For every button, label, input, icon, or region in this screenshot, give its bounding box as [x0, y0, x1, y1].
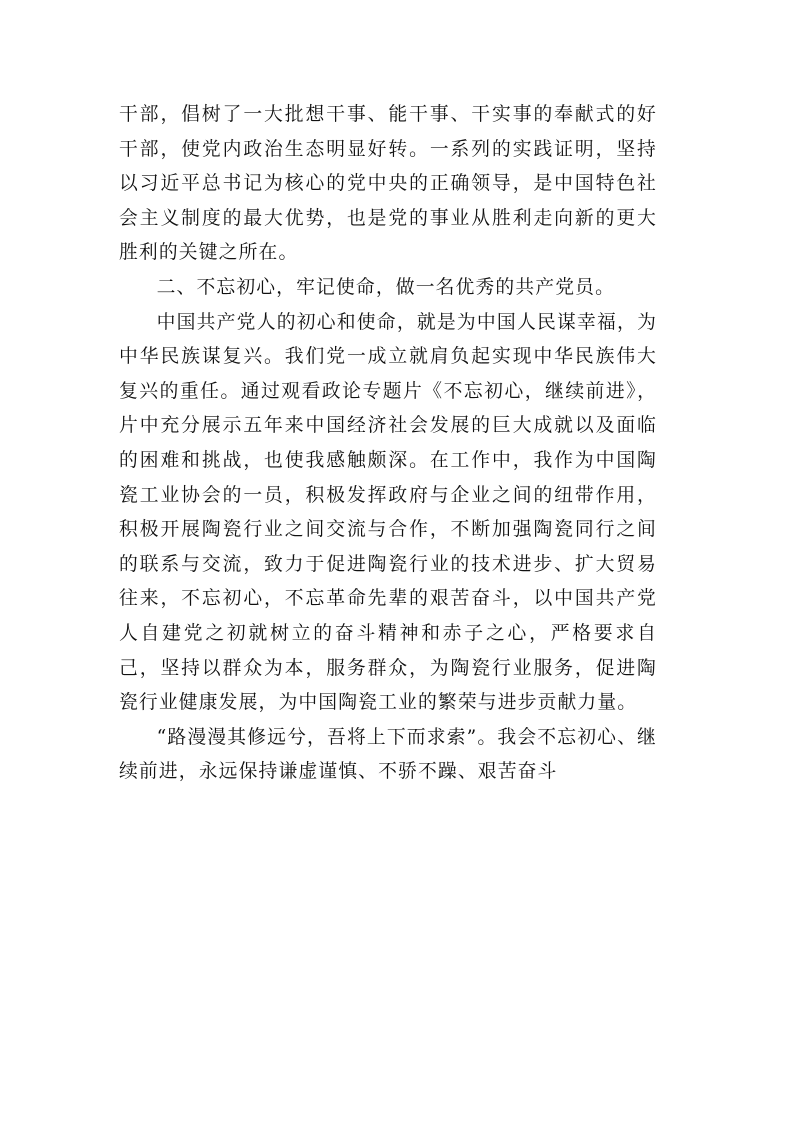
- paragraph-body: 中国共产党人的初心和使命，就是为中国人民谋幸福，为中华民族谋复兴。我们党一成立就肩负起实现中华民族伟大复兴的重任。通过观看政论专题片《不忘初心，继续前进》，片中充分展示五年来中国经济社会发展的巨大成就以及面临的困难和挑战，也使我感触颇深。在工作中，我作为中国陶瓷工业协会的一员，积极发挥政府与企业之间的纽带作用，积极开展陶瓷行业之间交流与合作，不断加强陶瓷同行之间的联系与交流，致力于促进陶瓷行业的技术进步、扩大贸易往来，不忘初心，不忘革命先辈的艰苦奋斗，以中国共产党人自建党之初就树立的奋斗精神和赤子之心，严格要求自己，坚持以群众为本，服务群众，为陶瓷行业服务，促进陶瓷行业健康发展，为中国陶瓷工业的繁荣与进步贡献力量。: [119, 311, 657, 714]
- document-body: [119, 98, 657, 790]
- section-heading: 二、不忘初心，牢记使命，做一名优秀的共产党员。: [156, 276, 616, 298]
- paragraph-quote: “路漫漫其修远兮，吾将上下而求索”。我会不忘初心、继续前进，永远保持谦虚谨慎、不骄不躁、艰苦奋斗: [119, 726, 657, 783]
- paragraph-continuation: 干部，倡树了一大批想干事、能干事、干实事的奉献式的好干部，使党内政治生态明显好转。一系列的实践证明，坚持以习近平总书记为核心的党中央的正确领导，是中国特色社会主义制度的最大优势，也是党的事业从胜利走向新的更大胜利的关键之所在。: [119, 104, 657, 264]
